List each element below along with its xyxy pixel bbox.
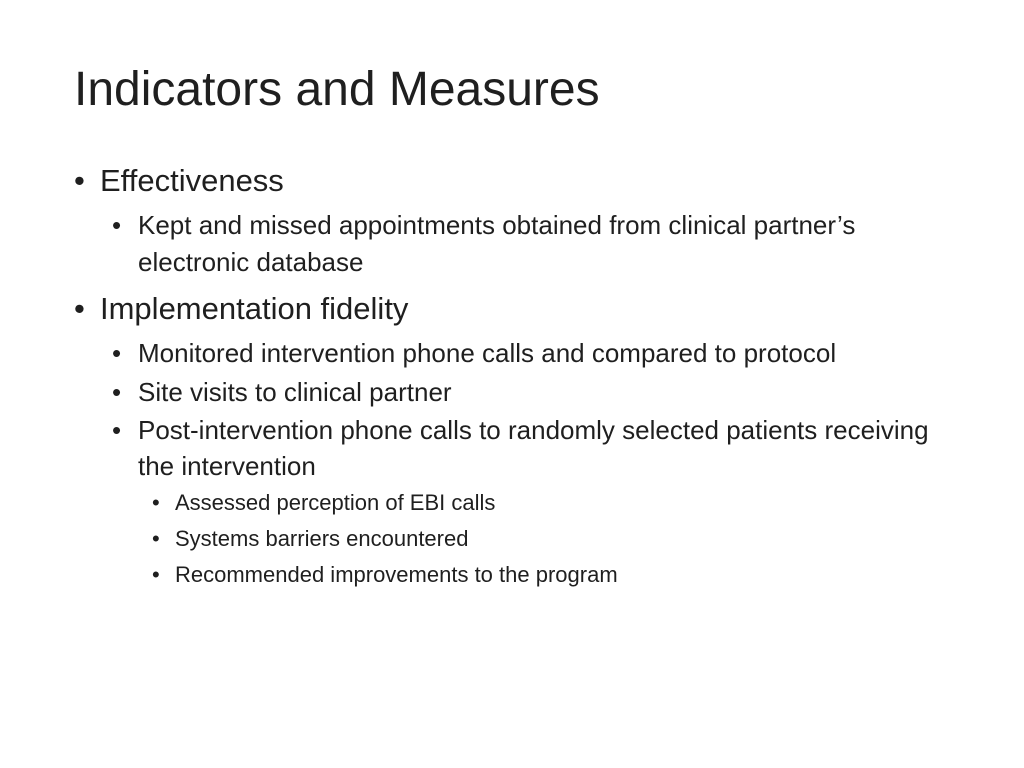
bullet-icon: • bbox=[74, 163, 85, 198]
bullet-icon: • bbox=[74, 290, 85, 326]
bullet-text: Monitored intervention phone calls and compared to protocol bbox=[138, 338, 837, 369]
bullet-item bbox=[74, 290, 954, 327]
bullet-list bbox=[74, 158, 954, 594]
bullet-text: Effectiveness bbox=[100, 163, 284, 198]
bullet-icon: • bbox=[152, 526, 160, 552]
bullet-text: Implementation fidelity bbox=[100, 290, 409, 326]
bullet-icon: • bbox=[112, 376, 122, 407]
bullet-icon: • bbox=[112, 414, 122, 445]
sub-sub-bullet-item bbox=[74, 485, 954, 521]
bullet-icon: • bbox=[152, 489, 160, 515]
bullet-text: Post-intervention phone calls to randomly selected patients receiving the intervention bbox=[138, 414, 929, 482]
bullet-icon: • bbox=[112, 338, 122, 369]
bullet-text: Systems barriers encountered bbox=[175, 526, 469, 552]
sub-sub-bullet-item bbox=[74, 557, 954, 593]
sub-sub-bullet-item bbox=[74, 521, 954, 557]
sub-bullet-item bbox=[74, 412, 954, 485]
bullet-text: Kept and missed appointments obtained from clinical partner’s electronic database bbox=[138, 210, 856, 277]
bullet-text: Recommended improvements to the program bbox=[175, 562, 618, 588]
bullet-icon: • bbox=[152, 562, 160, 588]
bullet-text: Site visits to clinical partner bbox=[138, 376, 452, 407]
slide-title: Indicators and Measures bbox=[74, 63, 600, 116]
bullet-text: Assessed perception of EBI calls bbox=[175, 489, 496, 515]
sub-bullet-item bbox=[74, 207, 954, 280]
sub-bullet-item bbox=[74, 374, 954, 410]
bullet-item bbox=[74, 162, 954, 199]
bullet-icon: • bbox=[112, 210, 122, 241]
sub-bullet-item bbox=[74, 335, 954, 371]
